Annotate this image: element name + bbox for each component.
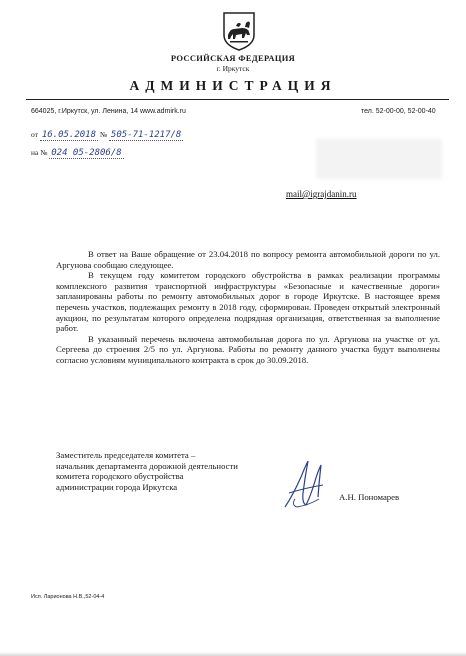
signer-title-line: начальник департамента дорожной деятельности <box>56 460 238 471</box>
letter-body <box>56 249 440 366</box>
irkutsk-coat-of-arms-icon <box>222 11 256 51</box>
city-name: г. Иркутск <box>216 64 250 73</box>
redacted-recipient-block <box>316 139 442 179</box>
registration-date-line <box>31 130 183 140</box>
executor-note: Исп. Ларионова Н.В.,52-04-4 <box>31 594 105 600</box>
body-paragraph: В указанный перечень включена автомобильная дорога по ул. Аргунова на участке от ул. Сергеева до строения 2/5 по ул. Аргунова. Работы по ремонту данного участка будут выполнены согласно условиям муниципального контракта в срок до 30.09.2018. <box>56 333 440 365</box>
date-prefix: от <box>31 130 38 139</box>
signer-title-line: администрации города Иркутска <box>56 481 178 492</box>
signer-title-line: Заместитель председателя комитета – <box>56 450 196 460</box>
handwritten-signature <box>275 455 337 515</box>
number-value: 505-71-1217/8 <box>110 130 182 140</box>
registration-reference-line <box>31 148 124 158</box>
country-name: РОССИЙСКАЯ ФЕДЕРАЦИЯ <box>170 53 296 63</box>
ref-prefix: на № <box>31 148 48 157</box>
number-prefix: № <box>99 130 108 139</box>
header-divider <box>26 99 449 100</box>
signer-name: А.Н. Пономарев <box>339 492 400 502</box>
body-paragraph: В текущем году комитетом городского обустройства в рамках реализации программы комплексного развития транспортной инфраструктуры «Безопасные и качественные дороги» запланированы работы по ремонту автомобильных дорог в городе Иркутске. В настоящее время перечень участков, подлежащих ремонту в 2018 году, сформирован. Проведен открытый электронный аукцион, по результатам которого определена подрядная организация, ответственная за выполнение работ. <box>56 270 440 334</box>
recipient-email[interactable]: mail@igrajdanin.ru <box>286 189 357 199</box>
body-paragraph: В ответ на Ваше обращение от 23.04.2018 по вопросу ремонта автомобильной дороги по ул. Аргунова сообщаю следующее. <box>56 249 440 270</box>
organization-title: АДМИНИСТРАЦИЯ <box>129 78 337 93</box>
phone-text: тел. 52-00-00, 52-00-40 <box>361 108 436 115</box>
date-value: 16.05.2018 <box>41 130 96 140</box>
address-text: 664025, г.Иркутск, ул. Ленина, 14 www.admirk.ru <box>31 108 186 115</box>
signer-title-line: комитета городского обустройства <box>56 471 184 482</box>
ref-value: 024 05-2806/8 <box>51 148 122 158</box>
